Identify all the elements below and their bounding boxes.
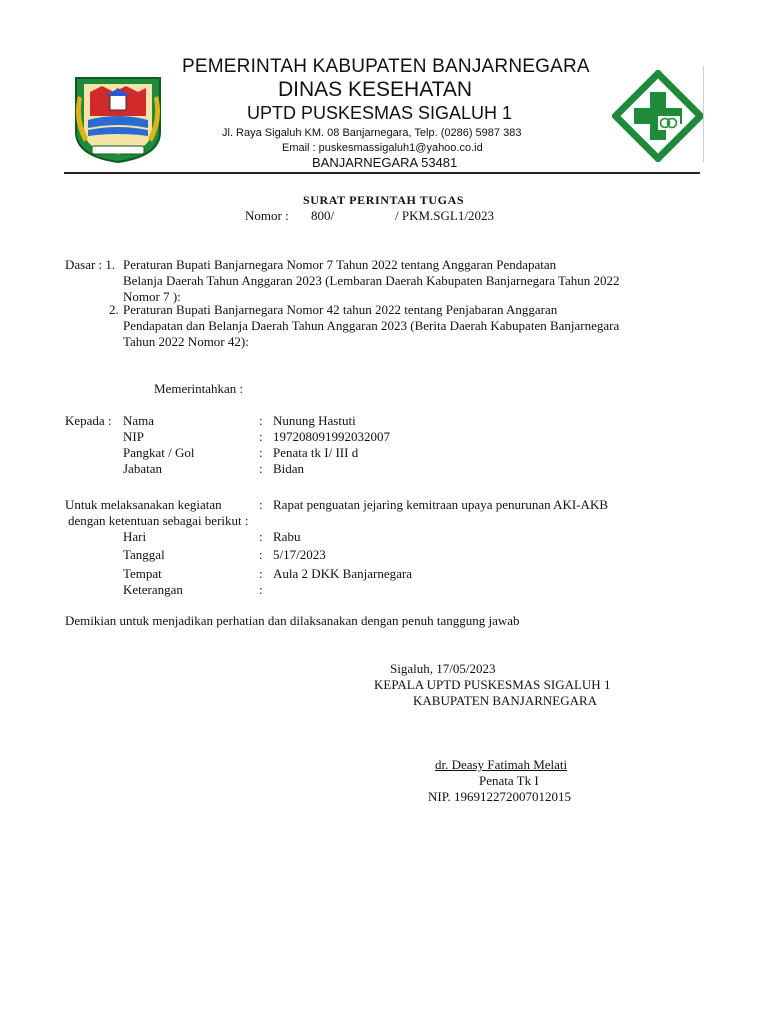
nomor-prefix: 800/ [311,208,335,223]
dasar-item2-number: 2. [109,302,119,317]
kepada-sep-pangkat: : [259,445,263,460]
signatory-rank: Penata Tk I [479,773,539,788]
kegiatan-sep-hari: : [259,529,263,544]
kegiatan-sep-keterangan: : [259,582,263,597]
kepada-sep-nama: : [259,413,263,428]
kegiatan-sep-tempat: : [259,566,263,581]
kepada-value-nama: Nunung Hastuti [273,413,356,428]
kegiatan-sep-tanggal: : [259,547,263,562]
letterhead-divider [64,172,700,174]
kepada-value-jabatan: Bidan [273,461,305,476]
kepada-value-nip: 197208091992032007 [273,429,390,444]
kepada-sep-jabatan: : [259,461,263,476]
kegiatan-key-tanggal: Tanggal [123,547,165,562]
kop-city: BANJARNEGARA 53481 [312,155,458,170]
kop-line3: UPTD PUSKESMAS SIGALUH 1 [247,103,513,123]
kegiatan-value-tanggal: 5/17/2023 [273,547,326,562]
kegiatan-value-hari: Rabu [273,529,301,544]
memerintahkan-label: Memerintahkan : [154,381,244,396]
header-frame-edge [703,66,704,162]
signature-title-line2: KABUPATEN BANJARNEGARA [413,693,598,708]
dasar-label: Dasar : 1. [65,257,116,272]
puskesmas-cross-logo-icon [612,70,704,162]
closing-sentence: Demikian untuk menjadikan perhatian dan dilaksanakan dengan penuh tanggung jawab [65,613,520,628]
kepada-sep-nip: : [259,429,263,444]
signature-place-date: Sigaluh, 17/05/2023 [390,661,496,676]
kegiatan-key-tempat: Tempat [123,566,162,581]
letter-title: SURAT PERINTAH TUGAS [303,193,465,207]
kepada-key-nip: NIP [123,429,144,444]
signature-title-line1: KEPALA UPTD PUSKESMAS SIGALUH 1 [374,677,611,692]
kegiatan-value-tempat: Aula 2 DKK Banjarnegara [273,566,412,581]
signatory-name: dr. Deasy Fatimah Melati [435,757,568,772]
dasar-item2-line2: Pendapatan dan Belanja Daerah Tahun Anggaran 2023 (Berita Daerah Kabupaten Banjarnegara [123,318,620,333]
kepada-key-jabatan: Jabatan [123,461,162,476]
dasar-item1-line1: Peraturan Bupati Banjarnegara Nomor 7 Tahun 2022 tentang Anggaran Pendapatan [123,257,557,272]
kegiatan-sep: : [259,497,263,512]
kepada-value-pangkat: Penata tk I/ III d [273,445,359,460]
dasar-item2-line1: Peraturan Bupati Banjarnegara Nomor 42 tahun 2022 tentang Penjabaran Anggaran [123,302,558,317]
dasar-item1-line3: Nomor 7 ): [123,289,181,304]
kepada-label: Kepada : [65,413,112,428]
kop-line1: PEMERINTAH KABUPATEN BANJARNEGARA [182,56,590,77]
dasar-item2-line3: Tahun 2022 Nomor 42): [123,334,249,349]
kepada-key-nama: Nama [123,413,155,428]
dasar-item1-line2: Belanja Daerah Tahun Anggaran 2023 (Lembaran Daerah Kabupaten Banjarnegara Tahun 2022 [123,273,620,288]
ketentuan-label: dengan ketentuan sebagai berikut : [68,513,249,528]
banjarnegara-regency-seal-icon [66,72,170,164]
kegiatan-key-hari: Hari [123,529,147,544]
kegiatan-key-keterangan: Keterangan [123,582,183,597]
kepada-key-pangkat: Pangkat / Gol [123,445,195,460]
nomor-suffix: / PKM.SGL1/2023 [395,208,494,223]
signatory-nip: NIP. 196912272007012015 [428,789,572,804]
kegiatan-value: Rapat penguatan jejaring kemitraan upaya penurunan AKI-AKB [273,497,608,512]
nomor-label: Nomor : [245,208,289,223]
kop-line2: DINAS KESEHATAN [278,78,473,101]
kop-address: Jl. Raya Sigaluh KM. 08 Banjarnegara, Telp. (0286) 5987 383 [222,127,522,139]
kegiatan-label: Untuk melaksanakan kegiatan [65,497,222,512]
kop-email: Email : puskesmassigaluh1@yahoo.co.id [282,142,483,154]
